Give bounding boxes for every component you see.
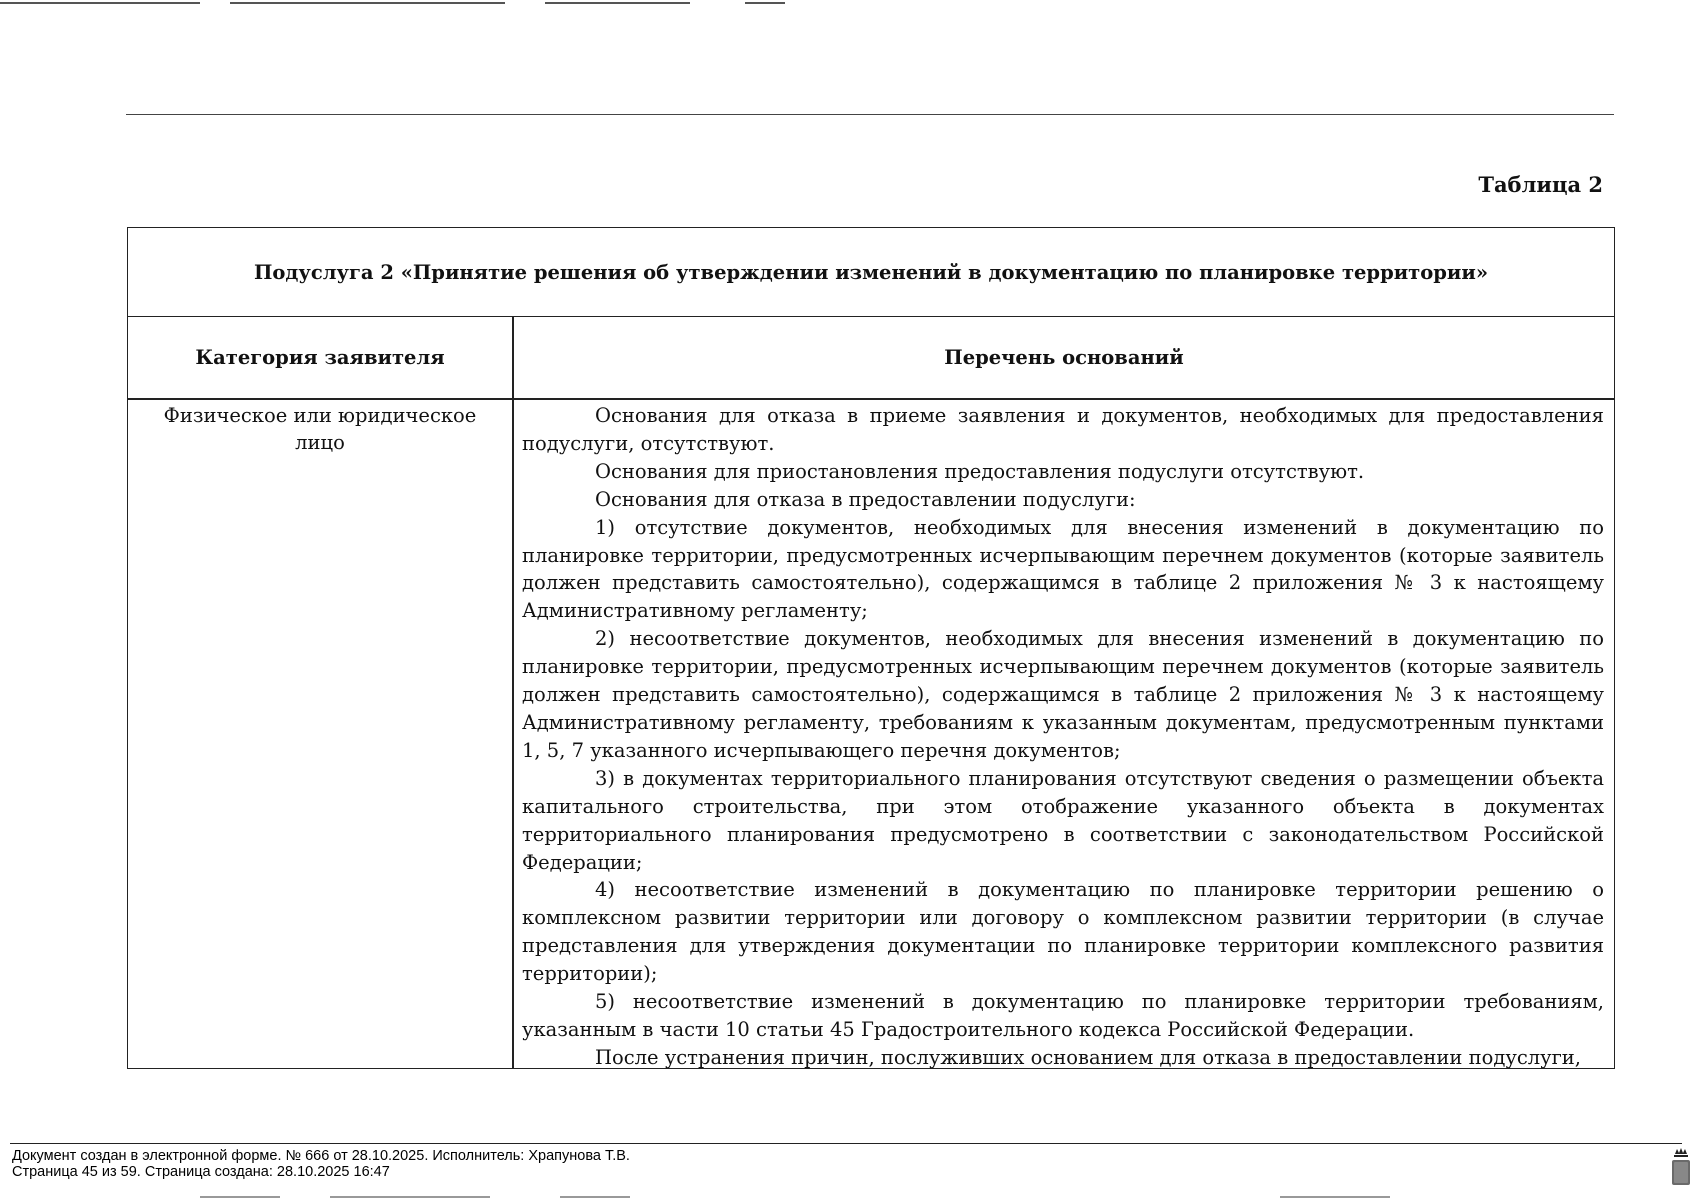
- scan-artifact: [545, 2, 690, 4]
- table-title: Подуслуга 2 «Принятие решения об утверждении изменений в документацию по планировке территории»: [128, 228, 1614, 317]
- applicant-category: Физическое или юридическое лицо: [163, 404, 477, 454]
- scan-artifact: [745, 2, 785, 4]
- paragraph: 5) несоответствие изменений в документацию по планировке территории требованиям, указанным в части 10 статьи 45 Градостроительного кодекса Российской Федерации.: [522, 990, 1604, 1041]
- footer-stamp: [12, 1148, 630, 1180]
- footer-line-page: Страница 45 из 59. Страница создана: 28.10.2025 16:47: [12, 1164, 390, 1180]
- scan-artifact: [0, 2, 200, 4]
- paragraph: Основания для приостановления предоставления подуслуги отсутствуют.: [595, 459, 1365, 483]
- scan-artifact: [330, 1196, 490, 1198]
- column-divider: [512, 316, 514, 1068]
- grounds-table: [127, 227, 1615, 1069]
- paragraph: Основания для отказа в предоставлении подуслуги:: [595, 487, 1136, 511]
- column-header-grounds: Перечень оснований: [944, 345, 1184, 369]
- paragraph: 4) несоответствие изменений в документацию по планировке территории решению о комплексном развитии территории или договору о комплексном развитии территории (в случае представления для утверждения документации по планировке территории комплексного развития территории);: [522, 878, 1604, 986]
- paragraph: После устранения причин, послуживших основанием для отказа в предоставлении подуслуги,: [595, 1045, 1582, 1069]
- grounds-list: [522, 402, 1604, 1072]
- scan-artifact: [1280, 1196, 1390, 1198]
- header-rule: [126, 114, 1614, 115]
- seal-icon: [1670, 1147, 1692, 1187]
- paragraph: 1) отсутствие документов, необходимых для внесения изменений в документацию по планировке территории, предусмотренных исчерпывающим перечнем документов (которые заявитель должен представить самостоятельно), содержащимся в таблице 2 приложения № 3 к настоящему Административному регламенту;: [522, 515, 1604, 623]
- paragraph: 3) в документах территориального планирования отсутствуют сведения о размещении объекта капитального строительства, при этом отображение указанного объекта в документах территориального планирования предусмотрено в соответствии с законодательством Российской Федерации;: [522, 766, 1604, 874]
- scan-artifact: [230, 2, 505, 4]
- paragraph: Основания для отказа в приеме заявления и документов, необходимых для предоставления подуслуги, отсутствуют.: [522, 404, 1604, 455]
- header-divider: [128, 398, 1614, 400]
- scan-artifact: [560, 1196, 630, 1198]
- footer-line-document: Документ создан в электронной форме. № 666 от 28.10.2025. Исполнитель: Храпунова Т.В.: [12, 1148, 630, 1164]
- table-label: Таблица 2: [1478, 172, 1603, 197]
- column-header-applicant: Категория заявителя: [195, 345, 445, 369]
- scan-artifact: [200, 1196, 280, 1198]
- paragraph: 2) несоответствие документов, необходимых для внесения изменений в документацию по планировке территории, предусмотренных исчерпывающим перечнем документов (которые заявитель должен представить самостоятельно), содержащимся в таблице 2 приложения № 3 к настоящему Административному регламенту, требованиям к указанным документам, предусмотренным пунктами 1, 5, 7 указанного исчерпывающего перечня документов;: [522, 627, 1604, 762]
- footer-rule: [10, 1143, 1682, 1144]
